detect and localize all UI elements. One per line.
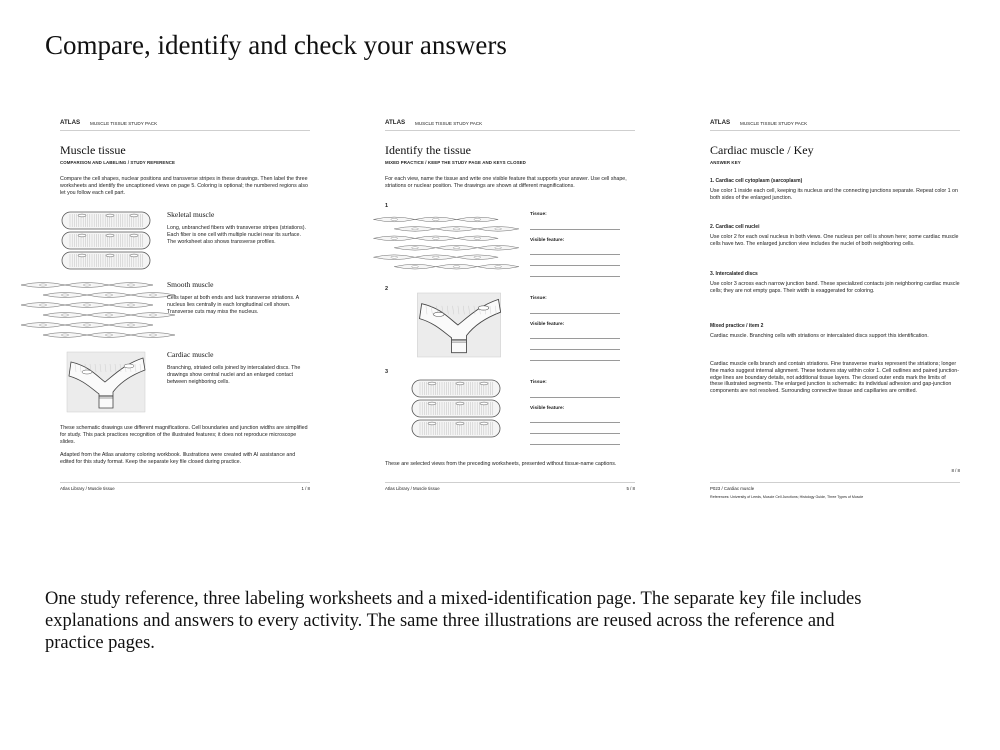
- cardiac-muscle-illustration: [67, 352, 145, 412]
- answer-line[interactable]: [530, 265, 620, 266]
- answer-line[interactable]: [530, 313, 620, 314]
- tissue-label: Tissue:: [530, 212, 547, 217]
- smooth-muscle-illustration: [65, 280, 155, 342]
- page-number: 5 / 8: [626, 486, 635, 491]
- page-number: 8 / 8: [951, 468, 960, 473]
- sheet-intro: For each view, name the tissue and write one visible feature that supports your answer. Use cell shape, striations or nuclear position. The drawings are shown at different magnifications.: [385, 176, 627, 189]
- key-closing-note: Cardiac muscle cells branch and contain striations. Fine transverse marks represent the striations; longer fine marks suggest internal alignment. These textures stay within color 1. Cell outlines and paired junction-edge lines are boundary details, not additional tissue layers. The closed outer ends mark the limits of these illustrated segments. The enlarged junction is schematic: its individual adhesion and gap-junction components are not resolved. Surrounding connective tissue and capillaries are omitted.: [710, 361, 959, 395]
- item-3-illustration: [410, 376, 505, 442]
- answer-line[interactable]: [530, 444, 620, 445]
- footer-left: P023 / Cardiac muscle: [710, 486, 755, 491]
- cardiac-muscle-description: Branching, striated cells joined by intercalated discs. The drawings show central nuclei and an enlarged contact between neighboring cells.: [167, 365, 301, 385]
- feature-label: Visible feature:: [530, 238, 565, 243]
- brand-label: ATLAS: [710, 119, 731, 126]
- tissue-label: Tissue:: [530, 380, 547, 385]
- tissue-label: Tissue:: [530, 296, 547, 301]
- key-heading: 2. Cardiac cell nuclei: [710, 224, 760, 230]
- brand-label: ATLAS: [60, 119, 81, 126]
- answer-key-page: [695, 112, 975, 502]
- key-heading: Mixed practice / item 2: [710, 323, 764, 329]
- sheet-subtitle: COMPARISON AND LABELING / STUDY REFERENCE: [60, 160, 176, 165]
- footer-left: Atlas Library / Muscle tissue: [385, 486, 440, 491]
- item-number: 3: [385, 369, 389, 375]
- page-header: [60, 120, 310, 131]
- item-number: 1: [385, 203, 389, 209]
- footer-left: Atlas Library / Muscle tissue: [60, 486, 115, 491]
- answer-line[interactable]: [530, 254, 620, 255]
- sheet-title: Cardiac muscle / Key: [710, 143, 814, 157]
- practice-note: These are selected views from the preceding worksheets, presented without tissue-name captions.: [385, 461, 617, 467]
- item-2-illustration: [417, 293, 501, 357]
- page-title: Compare, identify and check your answers: [45, 30, 507, 60]
- answer-line[interactable]: [530, 338, 620, 339]
- sheet-title: Muscle tissue: [60, 143, 126, 157]
- key-text: Cardiac muscle. Branching cells with striations or intercalated discs support this identification.: [710, 332, 929, 339]
- pack-label: MUSCLE TISSUE STUDY PACK: [740, 121, 808, 126]
- caption: One study reference, three labeling worksheets and a mixed-identification page. The separate key file includes explanations and answers to every activity. The same three illustrations are reused across the reference and practice pages.: [45, 589, 862, 653]
- attribution-note: Adapted from the Atlas anatomy coloring workbook. Illustrations were created with AI assistance and edited for this study format. Keep the separate key file closed during practice.: [60, 452, 296, 465]
- answer-line[interactable]: [530, 349, 620, 350]
- answer-line[interactable]: [530, 276, 620, 277]
- answer-line[interactable]: [530, 397, 620, 398]
- answer-line[interactable]: [530, 433, 620, 434]
- answer-line[interactable]: [530, 422, 620, 423]
- item-1-illustration: [415, 210, 500, 278]
- skeletal-muscle-illustration: [60, 210, 155, 272]
- page-footer: [60, 482, 310, 493]
- smooth-muscle-description: Cells taper at both ends and lack transverse striations. A nucleus lies centrally in each longitudinal cell shown. Transverse cuts may miss the nucleus.: [167, 295, 299, 315]
- key-section: [710, 271, 960, 294]
- page-header: [385, 120, 635, 131]
- key-section: [710, 323, 960, 340]
- sheet-subtitle: MIXED PRACTICE / KEEP THE STUDY PAGE AND KEYS CLOSED: [385, 160, 526, 165]
- feature-label: Visible feature:: [530, 406, 565, 411]
- sheet-title: Identify the tissue: [385, 143, 471, 157]
- brand-label: ATLAS: [385, 119, 406, 126]
- page-number: 1 / 8: [301, 486, 310, 491]
- cardiac-muscle-title: Cardiac muscle: [167, 350, 214, 359]
- smooth-muscle-title: Smooth muscle: [167, 280, 214, 289]
- page-footer: [710, 482, 960, 501]
- answer-line[interactable]: [530, 229, 620, 230]
- key-text: Use color 3 across each narrow junction band. These specialized contacts join neighboring cardiac muscle cells; they are not empty gaps. Their width is exaggerated for coloring.: [710, 280, 960, 294]
- key-text: Use color 1 inside each cell, keeping its nucleus and the connecting junctions separate. Repeat color 1 on both sides of the enlarged junction.: [710, 187, 958, 201]
- pack-label: MUSCLE TISSUE STUDY PACK: [415, 121, 483, 126]
- pack-label: MUSCLE TISSUE STUDY PACK: [90, 121, 158, 126]
- skeletal-muscle-description: Long, unbranched fibers with transverse stripes (striations). Each fiber is one cell with multiple nuclei near its surface. The worksheet also shows transverse profiles.: [167, 225, 306, 245]
- skeletal-muscle-title: Skeletal muscle: [167, 210, 215, 219]
- answer-line[interactable]: [530, 360, 620, 361]
- page-footer: [385, 482, 635, 493]
- sheet-subtitle: ANSWER KEY: [710, 160, 741, 165]
- worksheet-page-study-reference: [45, 112, 325, 502]
- page-header: [710, 120, 960, 131]
- key-section: [710, 224, 960, 247]
- feature-label: Visible feature:: [530, 322, 565, 327]
- sheet-intro: Compare the cell shapes, nuclear positions and transverse stripes in these drawings. Then label the three worksheets and identify the uncaptioned views on page 5. Coloring is optional; the numbered regions also let you follow each cell part.: [60, 176, 308, 196]
- item-number: 2: [385, 286, 389, 292]
- references: References: University of Leeds, Muscle Cell Junctions; Histology Guide, Three Types of Muscle: [710, 494, 864, 499]
- key-heading: 1. Cardiac cell cytoplasm (sarcoplasm): [710, 178, 803, 184]
- key-text: Use color 2 for each oval nucleus in both views. One nucleus per cell is shown here; some cardiac muscle cells have two. The enlarged junction view includes the nuclei of both neighboring cells.: [710, 233, 959, 247]
- key-heading: 3. Intercalated discs: [710, 271, 758, 277]
- worksheet-page-identify: [370, 112, 650, 502]
- key-section: [710, 178, 960, 201]
- magnification-note: These schematic drawings use different magnifications. Cell boundaries and junction widths are simplified for study. This pack practices recognition of the illustrated features; it does not reproduce microscope slides.: [60, 425, 308, 445]
